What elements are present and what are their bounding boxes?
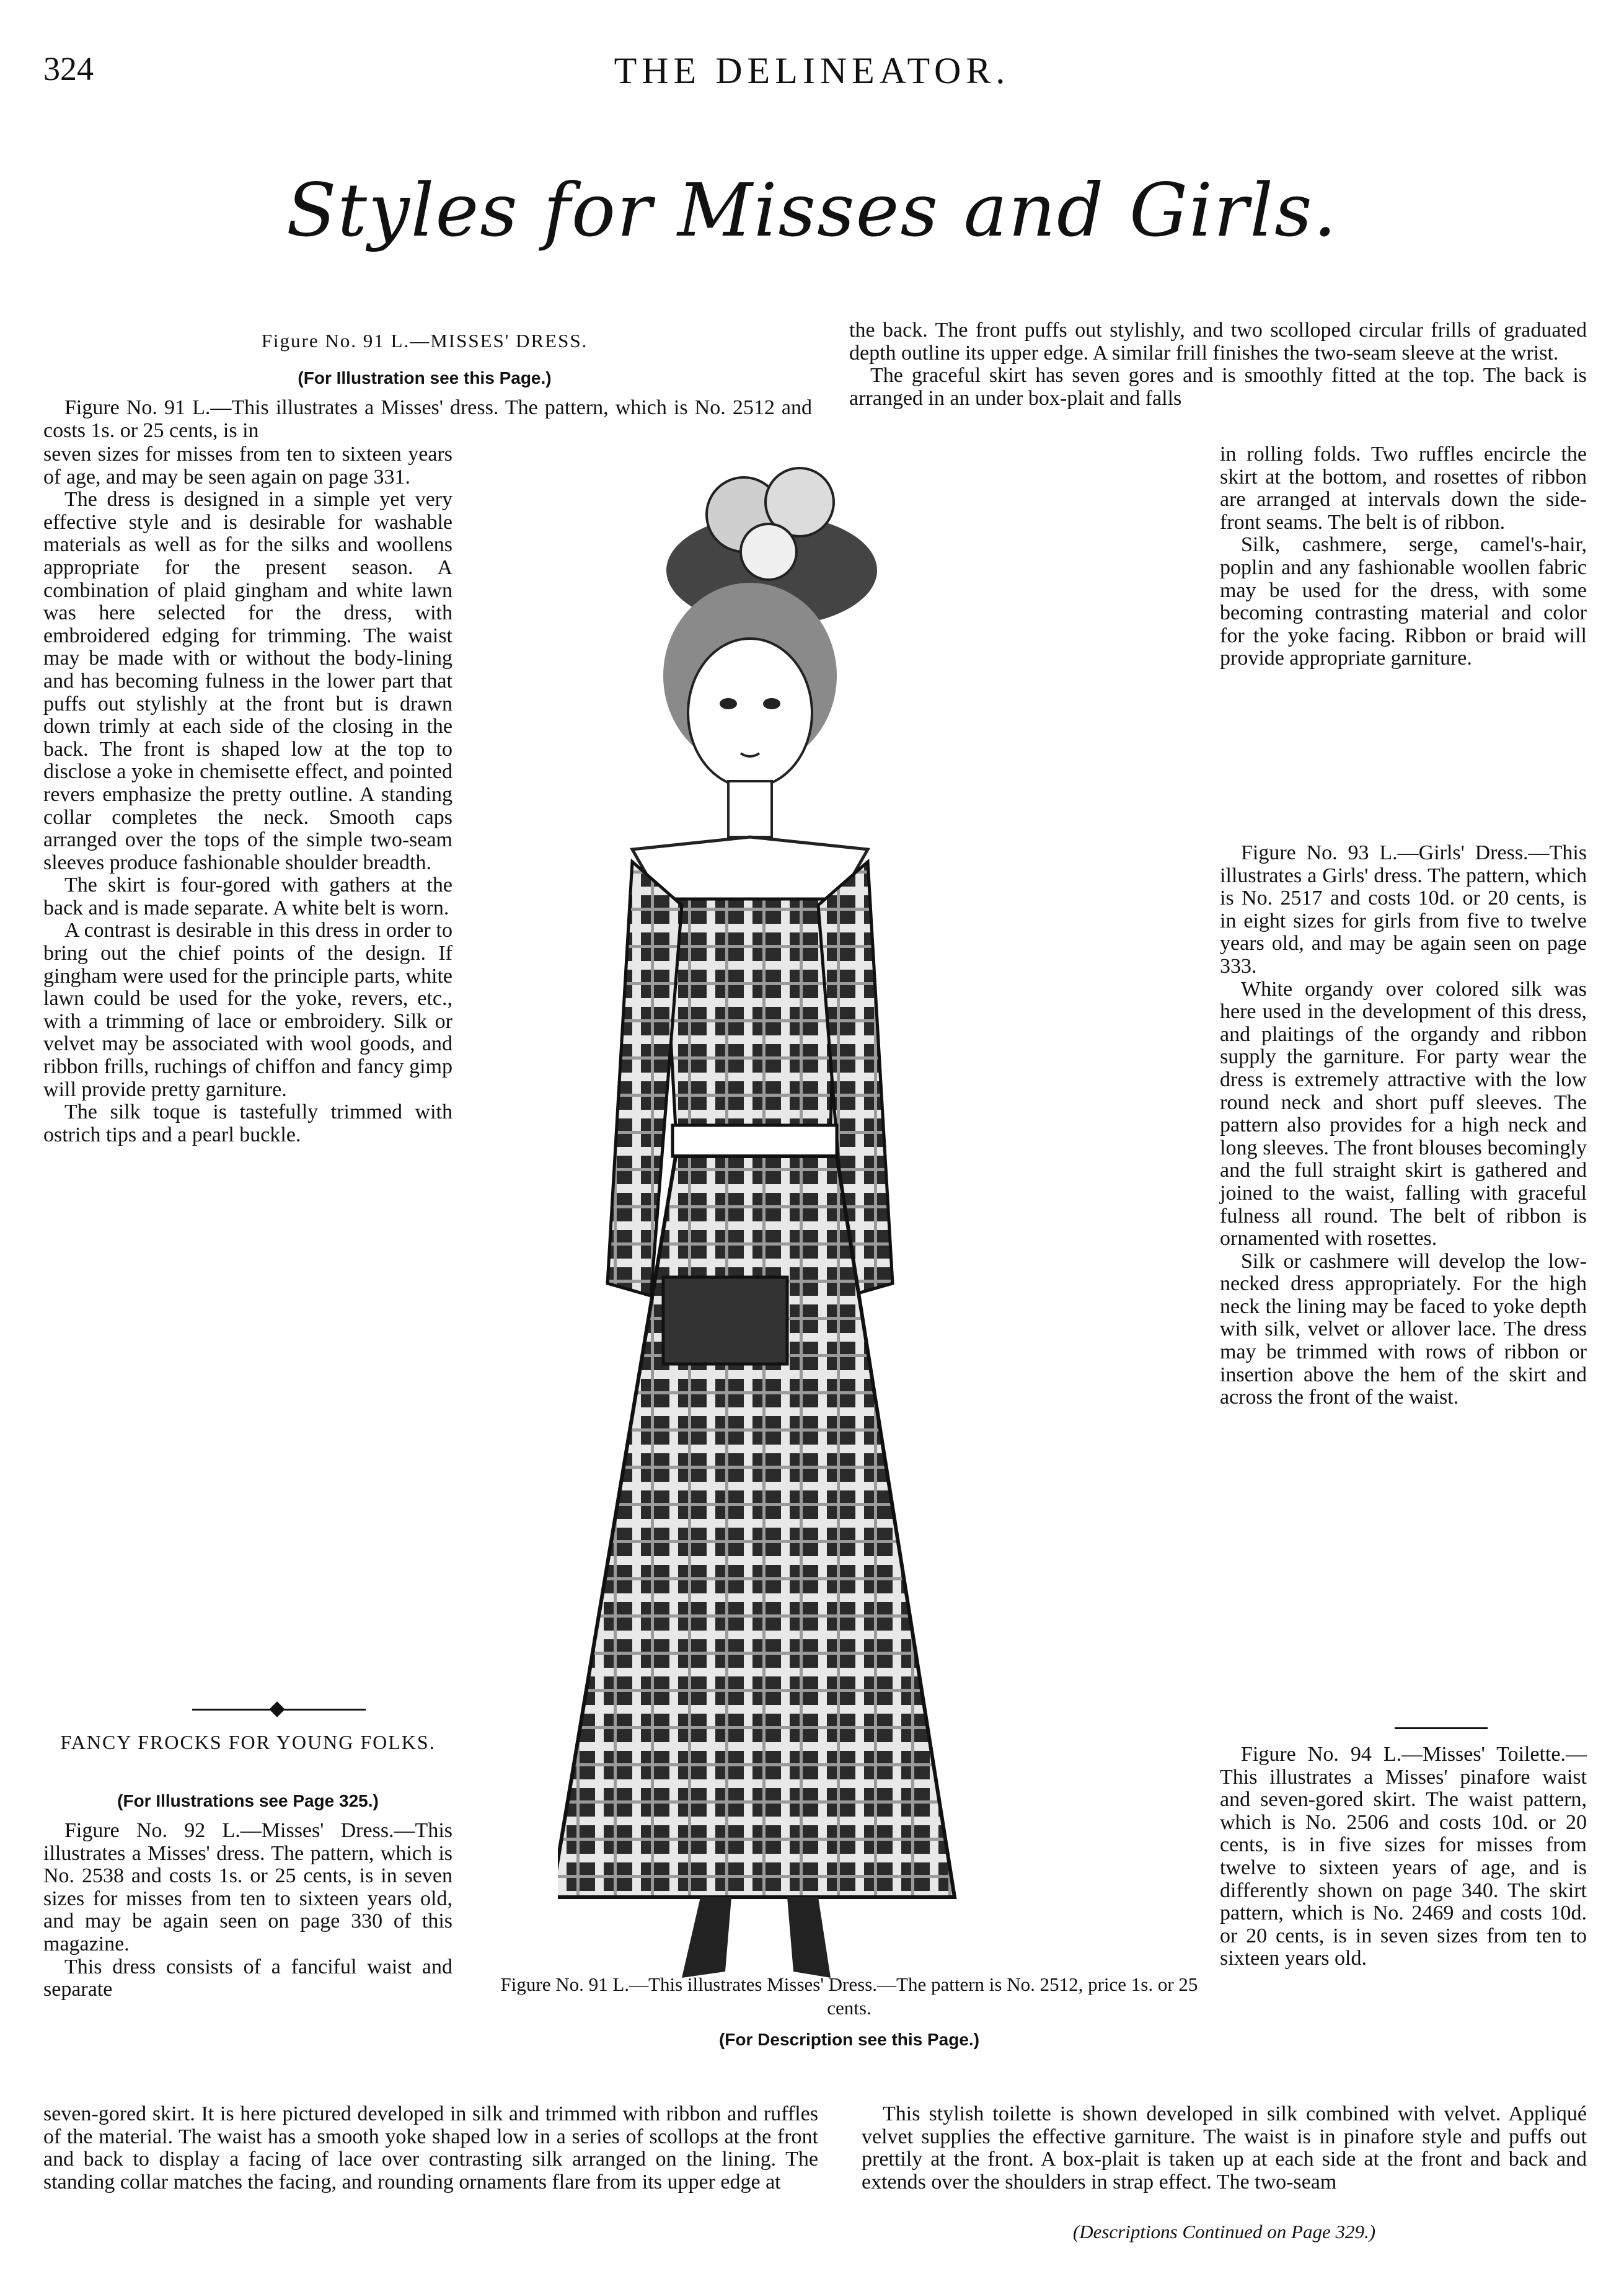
bottom-left-text	[43, 2103, 818, 2194]
section-title: Styles for Misses and Girls.	[286, 167, 1338, 253]
figure-94-text: Figure No. 94 L.—Misses' Toilette.—This illustrates a Misses' pinafore waist and seven-gored skirt. The waist pattern, which is No. 2506 and costs 10d. or 20 cents, is in five sizes for misses from twelve to sixteen years of age, and is differently shown on page 340. The skirt pattern, which is No. 2469 and costs 10d. or 20 cents, is in seven sizes from ten to sixteen years old.	[1220, 1743, 1587, 1970]
figure-93-column	[1220, 842, 1587, 1409]
left-paragraph: The skirt is four-gored with gathers at the back and is made separate. A white belt is worn.	[43, 874, 452, 919]
figure-91-heading: Figure No. 91 L.—MISSES' DRESS.	[261, 330, 588, 352]
continuation-note: (Descriptions Continued on Page 329.)	[1072, 2221, 1376, 2243]
figure-93-paragraph: Silk or cashmere will develop the low-necked dress appropriately. For the high neck the lining may be faced to yoke depth with silk, velvet or allover lace. The dress may be trimmed with rows of ribbon or insertion above the hem of the skirt and across the front of the waist.	[1220, 1249, 1587, 1409]
top-right-paragraph: the back. The front puffs out stylishly, and two scolloped circular frills of graduated depth outline its upper edge. A similar frill finishes the two-seam sleeve at the wrist.	[849, 319, 1587, 365]
figure-93-paragraph: Figure No. 93 L.—Girls' Dress.—This illustrates a Girls' dress. The pattern, which is No. 2517 and costs 10d. or 20 cents, is in eight sizes for girls from five to twelve years old, and may be again seen on page 333.	[1220, 841, 1587, 978]
bottom-right-text	[862, 2103, 1587, 2194]
right-column	[1220, 443, 1587, 670]
figure-92-text: Figure No. 92 L.—Misses' Dress.—This illustrates a Misses' dress. The pattern, which is No. 2538 and costs 1s. or 25 cents, is in seven sizes for misses from ten to sixteen years old, and may be again seen on page 330 of this magazine.	[43, 1819, 452, 1955]
left-column	[43, 443, 452, 1146]
right-paragraph: Silk, cashmere, serge, camel's-hair, poplin and any fashionable woollen fabric may be used for the dress, with some becoming contrasting material and color for the yoke facing. Ribbon or braid will provide appropriate garniture.	[1220, 533, 1587, 670]
figure-91-subheading: (For Illustration see this Page.)	[298, 368, 552, 387]
figure-93-paragraph: White organdy over colored silk was here used in the development of this dress, and plaitings of the organdy and ribbon supply the garniture. For party wear the dress is extremely attractive with the low round neck and short puff sleeves. The pattern also provides for a high neck and long sleeves. The front blouses becomingly and the full straight skirt is gathered and joined to the waist, falling with graceful fulness all round. The belt of ribbon is ornamented with rosettes.	[1220, 977, 1587, 1251]
illustration-caption: Figure No. 91 L.—This illustrates Misses' Dress.—The pattern is No. 2512, price 1s. or 25 cents.	[500, 1973, 1198, 2019]
figure-92-continued: This dress consists of a fanciful waist and separate	[43, 1955, 452, 2001]
ornament-divider	[192, 1704, 366, 1716]
fancy-frocks-subheading: (For Illustrations see Page 325.)	[117, 1791, 379, 1810]
figure-92-column	[43, 1820, 452, 2001]
figure-91-intro-text: Figure No. 91 L.—This illustrates a Misses' dress. The pattern, which is No. 2512 and costs 1s. or 25 cents, is in	[43, 396, 812, 442]
figure-94-column	[1220, 1743, 1587, 1970]
fancy-frocks-heading: FANCY FROCKS FOR YOUNG FOLKS.	[60, 1731, 436, 1753]
page-number: 324	[43, 50, 94, 87]
bottom-right-paragraph: This stylish toilette is shown developed in silk combined with velvet. Appliqué velvet supplies the effective garniture. The waist is in pinafore style and puffs out prettily at the front. A box-plait is taken up at each side at the front and back and extends over the shoulders in strap effect. The two-seam	[862, 2102, 1587, 2194]
left-paragraph: A contrast is desirable in this dress in order to bring out the chief points of the design. If gingham were used for the principle parts, white lawn could be used for the yoke, revers, etc., with a trimming of lace or embroidery. Silk or velvet may be associated with wool goods, and ribbon frills, ruchings of chiffon and fancy gimp will provide pretty garniture.	[43, 919, 452, 1101]
magazine-title: THE DELINEATOR.	[614, 50, 1010, 91]
top-right-paragraph: The graceful skirt has seven gores and is smoothly fitted at the top. The back is arranged in an under box-plait and falls	[849, 364, 1587, 410]
dress-illustration	[558, 366, 1203, 1978]
left-paragraph: seven sizes for misses from ten to sixteen years of age, and may be seen again on page 331.	[43, 443, 452, 489]
misses-dress-figure	[558, 366, 1203, 1978]
left-paragraph: The dress is designed in a simple yet very effective style and is desirable for washable materials as well as for the silks and woollens appropriate for the present season. A combination of plaid gingham and white lawn was here selected for the dress, with embroidered edging for trimming. The waist may be made with or without the body-lining and has becoming fulness in the lower part that puffs out stylishly at the front but is drawn down trimly at each side of the closing in the back. The front is shaped low at the top to disclose a yoke in chemisette effect, and pointed revers emphasize the pretty outline. A standing collar completes the neck. Smooth caps arranged over the tops of the simple two-seam sleeves produce fashionable shoulder breadth.	[43, 488, 452, 874]
right-paragraph: in rolling folds. Two ruffles encircle the skirt at the bottom, and rosettes of ribbon are arranged at intervals down the side-front seams. The belt is of ribbon.	[1220, 443, 1587, 534]
illustration-caption-sub: (For Description see this Page.)	[718, 2030, 980, 2049]
left-paragraph: The silk toque is tastefully trimmed with ostrich tips and a pearl buckle.	[43, 1100, 452, 1146]
bottom-left-paragraph: seven-gored skirt. It is here pictured developed in silk and trimmed with ribbon and ruffles of the material. The waist has a smooth yoke shaped low in a series of scollops at the front and back to display a facing of lace over contrasting silk arranged on the lining. The standing collar matches the facing, and rounding ornaments flare from its upper edge at	[43, 2102, 818, 2194]
section-rule	[1395, 1727, 1488, 1729]
